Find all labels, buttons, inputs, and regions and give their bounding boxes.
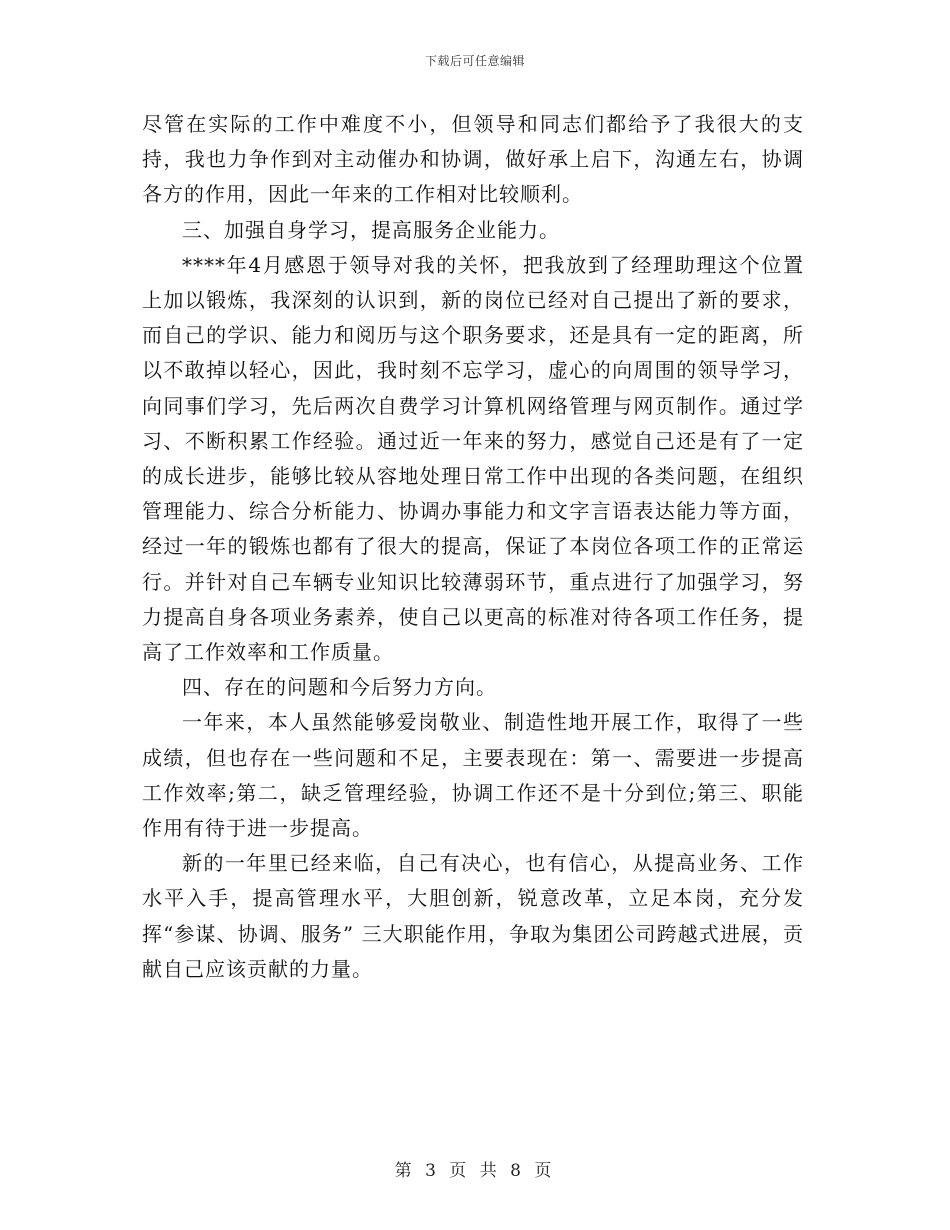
section-heading-three: 三、加强自身学习，提高服务企业能力。 [182, 217, 560, 242]
paragraph-new-year: 新的一年里已经来临，自己有决心，也有信心，从提高业务、工作水平入手，提高管理水平，大胆创新，锐意改革，立足本岗，充分发挥“参谋、协调、服务” 三大职能作用，争取为集团公司跨越式进展，贡献自己应该贡献的力量。 [142, 851, 804, 981]
paragraph-self-study: ****年4月感恩于领导对我的关怀，把我放到了经理助理这个位置上加以锻炼，我深刻的认识到，新的岗位已经对自己提出了新的要求，而自己的学识、能力和阅历与这个职务要求，还是具有一定的距离，所以不敢掉以轻心，因此，我时刻不忘学习，虚心的向周围的领导学习，向同事们学习，先后两次自费学习计算机网络管理与网页制作。通过学习、不断积累工作经验。通过近一年来的努力，感觉自己还是有了一定的成长进步，能够比较从容地处理日常工作中出现的各类问题，在组织管理能力、综合分析能力、协调办事能力和文字言语表达能力等方面，经过一年的锻炼也都有了很大的提高，保证了本岗位各项工作的正常运行。并针对自己车辆专业知识比较薄弱环节，重点进行了加强学习，努力提高自身各项业务素养，使自己以更高的标准对待各项工作任务，提高了工作效率和工作质量。 [142, 252, 804, 665]
page-header: 下载后可任意编辑 [424, 54, 525, 68]
page-number-footer: 第 3 页 共 8 页 [394, 1161, 556, 1181]
section-heading-four: 四、存在的问题和今后努力方向。 [182, 675, 497, 700]
document-body [142, 107, 804, 987]
paragraph-continuation: 尽管在实际的工作中难度不小，但领导和同志们都给予了我很大的支持，我也力争作到对主动催办和协调，做好承上启下，沟通左右，协调各方的作用，因此一年来的工作相对比较顺利。 [142, 112, 804, 207]
paragraph-problems: 一年来，本人虽然能够爱岗敬业、制造性地开展工作，取得了一些成绩，但也存在一些问题和不足，主要表现在：第一、需要进一步提高工作效率;第二，缺乏管理经验，协调工作还不是十分到位;第三、职能作用有待于进一步提高。 [142, 710, 804, 841]
